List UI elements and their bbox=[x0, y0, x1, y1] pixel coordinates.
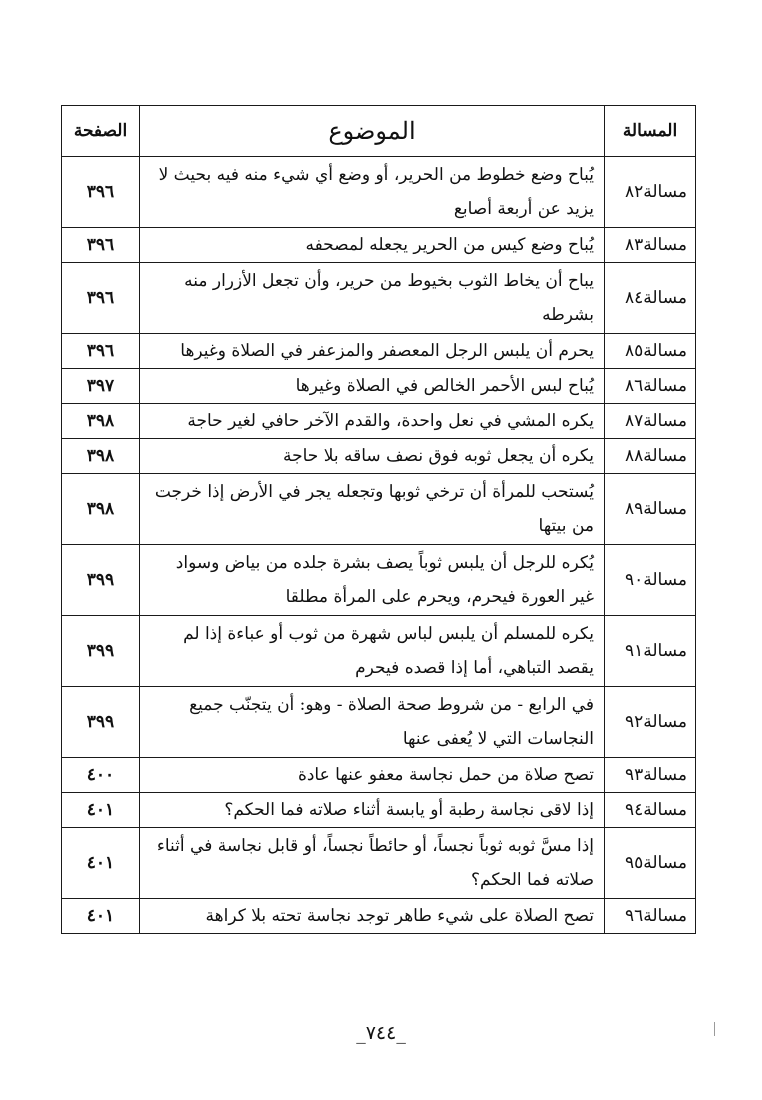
table-row bbox=[62, 263, 696, 334]
topic-cell: يكره أن يجعل ثوبه فوق نصف ساقه بلا حاجة bbox=[140, 439, 605, 474]
table-row bbox=[62, 616, 696, 687]
table-row bbox=[62, 545, 696, 616]
issue-cell: مسالة٩٦ bbox=[605, 899, 696, 934]
page-cell: ٤٠١ bbox=[62, 899, 140, 934]
page-cell: ٣٩٨ bbox=[62, 404, 140, 439]
topic-cell: يُكره للرجل أن يلبس ثوباً يصف بشرة جلده من بياض وسواد غير العورة فيحرم، ويحرم على المرأة مطلقا bbox=[140, 545, 605, 616]
table-row bbox=[62, 228, 696, 263]
issue-cell: مسالة٩٢ bbox=[605, 687, 696, 758]
topic-cell: إذا مسَّ ثوبه ثوباً نجساً، أو حائطاً نجساً، أو قابل نجاسة في أثناء صلاته فما الحكم؟ bbox=[140, 828, 605, 899]
table-row bbox=[62, 758, 696, 793]
table-row bbox=[62, 474, 696, 545]
header-page: الصفحة bbox=[62, 106, 140, 157]
issue-cell: مسالة٨٥ bbox=[605, 334, 696, 369]
topic-cell: يحرم أن يلبس الرجل المعصفر والمزعفر في الصلاة وغيرها bbox=[140, 334, 605, 369]
issue-cell: مسالة٩٥ bbox=[605, 828, 696, 899]
issue-cell: مسالة٨٩ bbox=[605, 474, 696, 545]
page-cell: ٣٩٩ bbox=[62, 616, 140, 687]
issue-cell: مسالة٨٦ bbox=[605, 369, 696, 404]
page-cell: ٣٩٧ bbox=[62, 369, 140, 404]
issue-cell: مسالة٨٧ bbox=[605, 404, 696, 439]
scan-mark bbox=[714, 1022, 715, 1036]
page-number: _٧٤٤_ bbox=[356, 1022, 406, 1044]
page-cell: ٣٩٦ bbox=[62, 157, 140, 228]
topic-cell: في الرابع - من شروط صحة الصلاة - وهو: أن يتجنّب جميع النجاسات التي لا يُعفى عنها bbox=[140, 687, 605, 758]
header-issue: المسالة bbox=[605, 106, 696, 157]
table-row bbox=[62, 157, 696, 228]
table-body bbox=[62, 157, 696, 934]
topic-cell: يكره المشي في نعل واحدة، والقدم الآخر حافي لغير حاجة bbox=[140, 404, 605, 439]
page-cell: ٣٩٦ bbox=[62, 263, 140, 334]
issue-cell: مسالة٨٢ bbox=[605, 157, 696, 228]
topic-cell: تصح الصلاة على شيء طاهر توجد نجاسة تحته بلا كراهة bbox=[140, 899, 605, 934]
page-cell: ٣٩٦ bbox=[62, 228, 140, 263]
page-cell: ٣٩٦ bbox=[62, 334, 140, 369]
topic-cell: إذا لاقى نجاسة رطبة أو يابسة أثناء صلاته فما الحكم؟ bbox=[140, 793, 605, 828]
index-table-container bbox=[61, 105, 696, 934]
index-table bbox=[61, 105, 696, 934]
table-row bbox=[62, 369, 696, 404]
issue-cell: مسالة٩٤ bbox=[605, 793, 696, 828]
issue-cell: مسالة٨٣ bbox=[605, 228, 696, 263]
header-topic: الموضوع bbox=[140, 106, 605, 157]
table-row bbox=[62, 439, 696, 474]
issue-cell: مسالة٨٤ bbox=[605, 263, 696, 334]
page-cell: ٤٠١ bbox=[62, 828, 140, 899]
table-row bbox=[62, 793, 696, 828]
page-cell: ٤٠٠ bbox=[62, 758, 140, 793]
issue-cell: مسالة٩١ bbox=[605, 616, 696, 687]
topic-cell: تصح صلاة من حمل نجاسة معفو عنها عادة bbox=[140, 758, 605, 793]
issue-cell: مسالة٩٠ bbox=[605, 545, 696, 616]
page-cell: ٤٠١ bbox=[62, 793, 140, 828]
table-row bbox=[62, 404, 696, 439]
page-cell: ٣٩٨ bbox=[62, 439, 140, 474]
table-row bbox=[62, 828, 696, 899]
topic-cell: يُستحب للمرأة أن ترخي ثوبها وتجعله يجر في الأرض إذا خرجت من بيتها bbox=[140, 474, 605, 545]
table-header-row bbox=[62, 106, 696, 157]
table-row bbox=[62, 899, 696, 934]
topic-cell: يباح أن يخاط الثوب بخيوط من حرير، وأن تجعل الأزرار منه بشرطه bbox=[140, 263, 605, 334]
table-row bbox=[62, 687, 696, 758]
topic-cell: يكره للمسلم أن يلبس لباس شهرة من ثوب أو عباءة إذا لم يقصد التباهي، أما إذا قصده فيحرم bbox=[140, 616, 605, 687]
issue-cell: مسالة٨٨ bbox=[605, 439, 696, 474]
topic-cell: يُباح وضع خطوط من الحرير، أو وضع أي شيء منه فيه بحيث لا يزيد عن أربعة أصابع bbox=[140, 157, 605, 228]
page-cell: ٣٩٩ bbox=[62, 687, 140, 758]
page-cell: ٣٩٨ bbox=[62, 474, 140, 545]
page-cell: ٣٩٩ bbox=[62, 545, 140, 616]
issue-cell: مسالة٩٣ bbox=[605, 758, 696, 793]
topic-cell: يُباح وضع كيس من الحرير يجعله لمصحفه bbox=[140, 228, 605, 263]
table-row bbox=[62, 334, 696, 369]
topic-cell: يُباح لبس الأحمر الخالص في الصلاة وغيرها bbox=[140, 369, 605, 404]
